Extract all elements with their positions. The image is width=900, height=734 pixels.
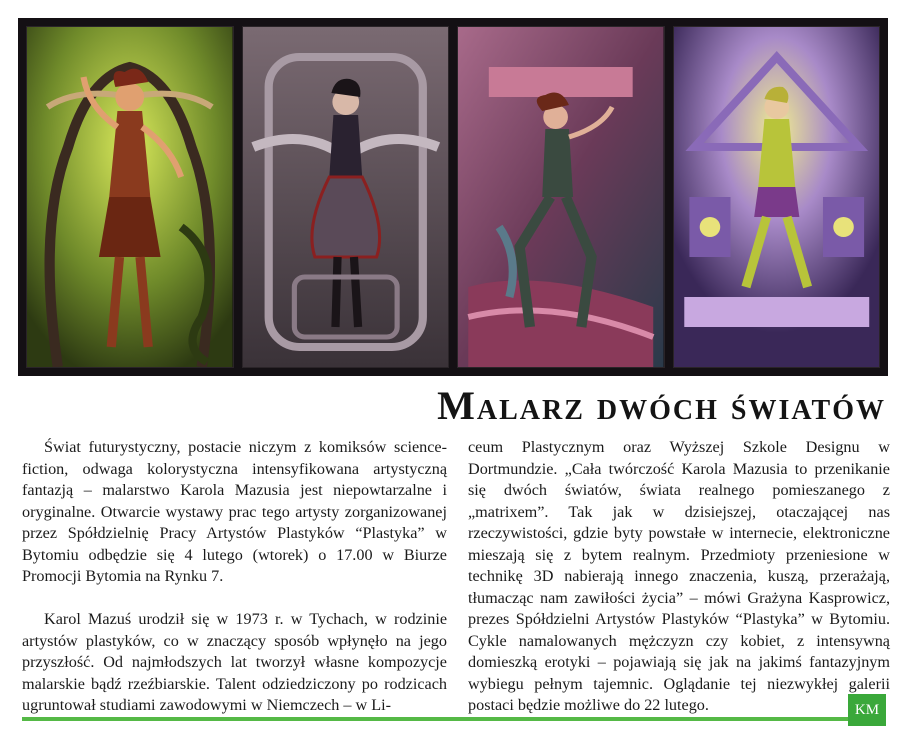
painting-pink-figure xyxy=(457,26,665,368)
article-column-left xyxy=(22,437,447,717)
painting-grey-figure xyxy=(242,26,450,368)
article-title: Malarz dwóch światów xyxy=(437,383,886,428)
footer-rule xyxy=(22,717,848,721)
paintings-strip xyxy=(18,18,888,376)
paragraph: Karol Mazuś urodził się w 1973 r. w Tychach, w rodzinie artystów plastyków, co w znaczący sposób wpłynęło na jego przyszłość. Od najmłodszych lat tworzył własne kompozycje malarskie bądź rzeźbiarskie. Talent odziedziczony po rodzicach ugruntował studiami zawodowymi w Niemczech – w Li- xyxy=(22,610,447,714)
article-column-right xyxy=(468,437,890,717)
painting-yellow-figure xyxy=(673,26,881,368)
paragraph: ceum Plastycznym oraz Wyższej Szkole Designu w Dortmundzie. „Cała twórczość Karola Mazusia to przenikanie się dwóch światów, świata realnego pomieszanego z „matrixem”. Tak jak w dzisiejszej, otaczającej nas rzeczywistości, gdzie byty powstałe w internecie, elektroniczne mieszają się z bytem realnym. Przedmioty przeniesione w technikę 3D nabierają innego znaczenia, kuszą, przerażają, tłumacząc nam zawiłości życia” – mówi Grażyna Kasprowicz, prezes Spółdzielni Artystów Plastyków “Plastyka” w Bytomiu. Cykle namalowanych mężczyzn czy kobiet, z intensywną domieszką erotyki – pojawiają się jak na jakimś fantazyjnym wybiegu pełnym tajemnic. Oglądanie tej niezwykłej galerii postaci będzie możliwe do 22 lutego. xyxy=(468,438,890,714)
painting-green-figure xyxy=(26,26,234,368)
author-badge: KM xyxy=(848,694,886,726)
paragraph: Świat futurystyczny, postacie niczym z komiksów science-fiction, odwaga kolorystyczna intensyfikowana artystyczną fantazją – malarstwo Karola Mazusia jest niepowtarzalne i oryginalne. Otwarcie wystawy prac tego artysty zorganizowanej przez Spółdzielnię Pracy Artystów Plastyków “Plastyka” w Bytomiu odbędzie się 4 lutego (wtorek) o 17.00 w Biurze Promocji Bytomia na Rynku 7. xyxy=(22,438,447,585)
